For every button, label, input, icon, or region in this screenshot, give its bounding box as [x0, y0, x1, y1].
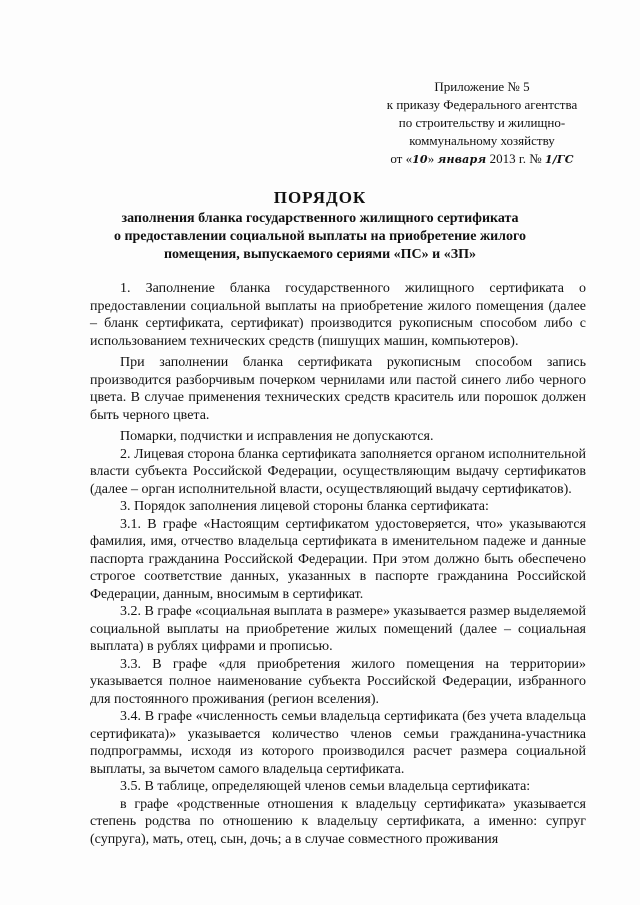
- paragraph-1: 1. Заполнение бланка государственного жилищного сертификата о предоставлении социальной выплаты на приобретение жилого помещения (далее – бланк сертификата, сертификат) производится рукописным способом либо с использованием технических средств (пишущих машин, компьютеров).: [90, 281, 586, 349]
- paragraph-3: Помарки, подчистки и исправления не допускаются.: [120, 429, 434, 444]
- appendix-order-ref: к приказу Федерального агентства: [386, 97, 578, 112]
- document-title-block: [70, 186, 570, 264]
- paragraph-2: При заполнении бланка сертификата рукописным способом запись производится разборчивым почерком чернилами или пастой синего либо черного цвета. В случае применения технических средств краситель или порошок должен быть черного цвета.: [90, 355, 586, 423]
- document-subtitle-line2: о предоставлении социальной выплаты на приобретение жилого: [113, 229, 527, 244]
- document-title: ПОРЯДОК: [273, 188, 367, 207]
- date-month-handwritten: января: [437, 153, 487, 166]
- paragraph-4: 2. Лицевая сторона бланка сертификата заполняется органом исполнительной власти субъекта Российской Федерации, осуществляющим выдачу сертификатов (далее – орган исполнительной власти, осуществляющий выдачу сертификатов).: [90, 446, 586, 497]
- appendix-header: [372, 78, 592, 169]
- paragraph-9: 3.4. В графе «численность семьи владельца сертификата (без учета владельца сертификата)» указывается количество членов семьи гражданина-участника подпрограммы, исходя из которого производился расчет размера социальной выплаты, за вычетом самого владельца сертификата.: [90, 709, 586, 777]
- order-number-handwritten: 1/ГС: [544, 153, 574, 166]
- document-subtitle-line3: помещения, выпускаемого сериями «ПС» и «ЗП»: [163, 247, 477, 262]
- date-mid: »: [427, 151, 438, 166]
- document-body: [90, 280, 586, 848]
- paragraph-8: 3.3. В графе «для приобретения жилого помещения на территории» указывается полное наименование субъекта Российской Федерации, избранного для постоянного проживания (регион вселения).: [90, 656, 586, 707]
- date-day-handwritten: 10: [412, 153, 428, 166]
- document-subtitle-line1: заполнения бланка государственного жилищного сертификата: [121, 211, 519, 226]
- appendix-number: Приложение № 5: [434, 79, 530, 94]
- appendix-agency-line2: коммунальному хозяйству: [409, 133, 555, 148]
- appendix-date-line: [372, 150, 592, 169]
- paragraph-6: 3.1. В графе «Настоящим сертификатом удостоверяется, что» указываются фамилия, имя, отчество владельца сертификата в именительном падеже и данные паспорта гражданина Российской Федерации. При этом должно быть обеспечено строгое соответствие данных, указанных в паспорте гражданина Российской Федерации, данным, вносимым в сертификат.: [90, 516, 586, 602]
- appendix-agency-line1: по строительству и жилищно-: [398, 115, 566, 130]
- date-year: 2013 г. №: [486, 151, 545, 166]
- paragraph-5: 3. Порядок заполнения лицевой стороны бланка сертификата:: [120, 499, 489, 514]
- date-prefix: от «: [390, 151, 413, 166]
- paragraph-7: 3.2. В графе «социальная выплата в размере» указывается размер выделяемой социальной выплаты на приобретение жилых помещений (далее – социальная выплата) в рублях цифрами и прописью.: [90, 604, 586, 654]
- paragraph-10: 3.5. В таблице, определяющей членов семьи владельца сертификата:: [120, 779, 531, 794]
- paragraph-11: в графе «родственные отношения к владельцу сертификата» указывается степень родства по отношению к владельцу сертификата, а именно: супруг (супруга), мать, отец, сын, дочь; а в случае совместного проживания: [90, 796, 586, 847]
